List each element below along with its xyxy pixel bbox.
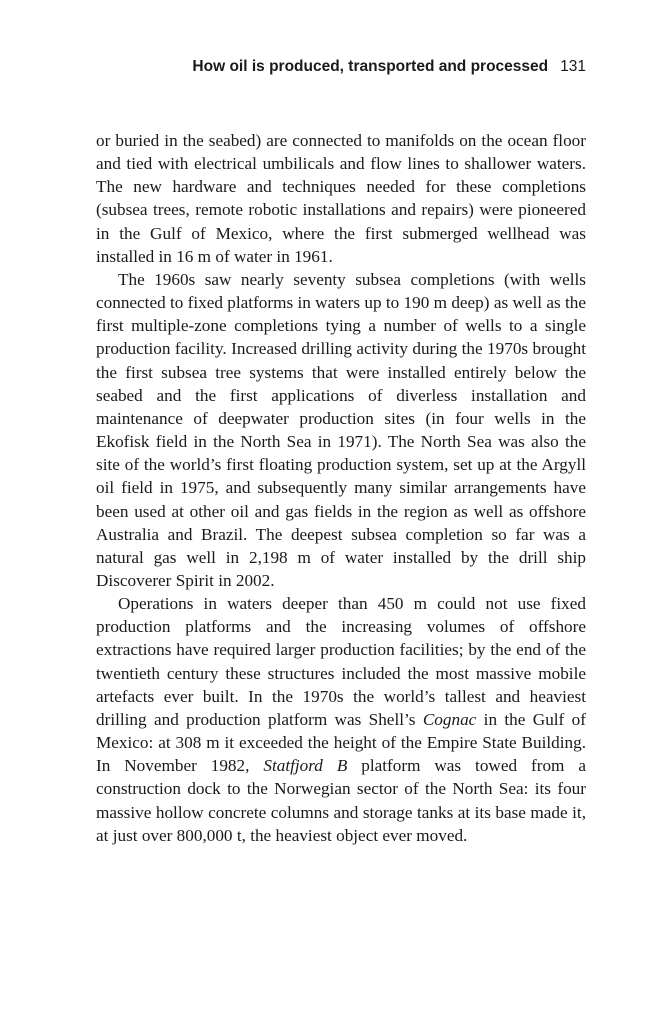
running-title: How oil is produced, transported and processed: [192, 58, 549, 75]
page-number: 131: [560, 58, 586, 75]
paragraph-deepwater-platforms: [96, 592, 586, 847]
paragraph-text: platform was towed from a construction dock to the Norwegian sector of the North Sea: its four massive hollow concrete columns and storage tanks at its base made it, at just over 800,000 t, the heaviest object ever moved.: [96, 756, 586, 845]
platform-name-cognac: Cognac: [422, 709, 477, 729]
paragraph-text: Operations in waters deeper than 450 m could not use fixed production platforms and the increasing volumes of offshore extractions have required larger production facilities; by the end of the twentieth century these structures included the most massive mobile artefacts ever built. In the 1970s the world’s tallest and heaviest drilling and production platform was Shell’s: [96, 594, 586, 729]
platform-name-statfjord: Statfjord B: [263, 756, 348, 776]
paragraph-continued: or buried in the seabed) are connected to manifolds on the ocean floor and tied with electrical umbilicals and flow lines to shallower waters. The new hardware and techniques needed for these completions (subsea trees, remote robotic installations and repairs) were pioneered in the Gulf of Mexico, where the first submerged wellhead was installed in 16 m of water in 1961.: [96, 131, 586, 266]
body-text: [96, 129, 586, 847]
paragraph-text: in the Gulf of Mexico: at 308 m it exceeded the height of the Empire State Building. In November 1982,: [96, 709, 586, 776]
paragraph-subsea-1960s: The 1960s saw nearly seventy subsea completions (with wells connected to fixed platforms in waters up to 190 m deep) as well as the first multiple-zone completions tying a number of wells to a single production facility. Increased drilling activity during the 1970s brought the first subsea tree systems that were installed entirely below the seabed and the first applications of diverless installation and maintenance of deepwater production sites (in four wells in the Ekofisk field in the North Sea in 1971). The North Sea was also the site of the world’s first floating production system, set up at the Argyll oil field in 1975, and subsequently many similar arrangements have been used at other oil and gas fields in the region as well as offshore Australia and Brazil. The deepest subsea completion so far was a natural gas well in 2,198 m of water installed by the drill ship Discoverer Spirit in 2002.: [96, 269, 586, 590]
running-header: [96, 58, 586, 76]
